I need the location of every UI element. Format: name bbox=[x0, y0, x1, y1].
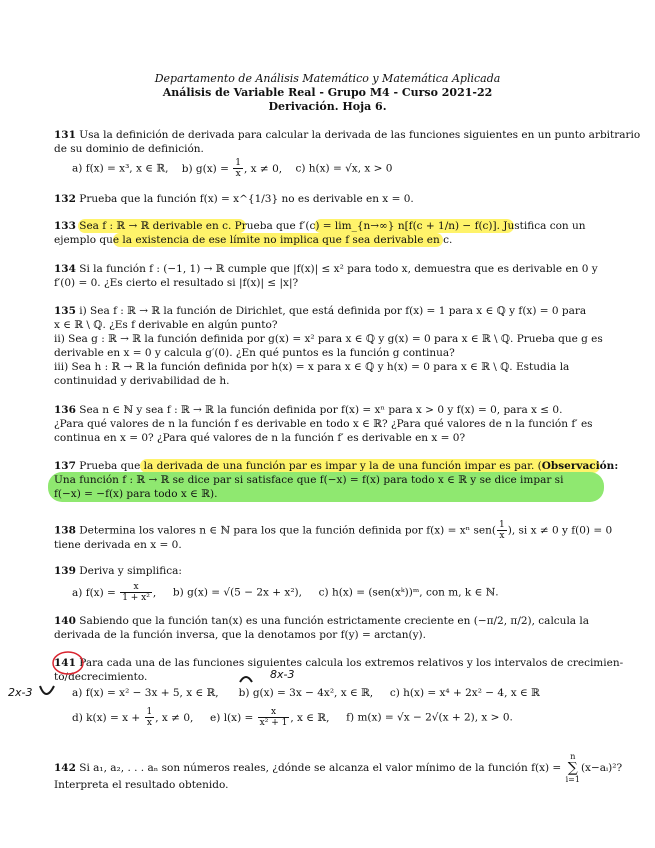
problem-number: 138 bbox=[54, 524, 76, 537]
fraction: $\frac{1}{x}$ bbox=[146, 707, 153, 728]
problem-131-options bbox=[72, 158, 392, 179]
problem-number: 134 bbox=[54, 263, 76, 275]
option-a: a) f(x) = $\frac{x}{\text{1 + x²}}$ , bbox=[72, 582, 157, 603]
problem-number: 139 bbox=[54, 565, 76, 577]
option-c: c) h(x) = x⁴ + 2x² − 4, x ∈ ℝ bbox=[389, 687, 540, 699]
problem-138-line-2: tiene derivada en x = 0. bbox=[54, 539, 182, 551]
fraction: $\frac{x}{\text{1 + x²}}$ bbox=[122, 582, 150, 603]
problem-137-line-1: 137 Prueba que la derivada de una función par es impar y la de una función impar es par. (Observación: bbox=[54, 460, 619, 472]
problem-142-line-2: Interpreta el resultado obtenido. bbox=[54, 779, 229, 791]
fraction: $\frac{x}{\text{x² + 1}}$ bbox=[259, 707, 288, 728]
option-e: e) l(x) = $\frac{x}{\text{x² + 1}}$ , x ∈ ℝ, bbox=[210, 707, 330, 728]
problem-141-options-row-2 bbox=[72, 707, 513, 728]
problem-number: 136 bbox=[54, 404, 76, 416]
problem-number: 131 bbox=[54, 129, 76, 141]
cap-sketch-icon bbox=[240, 677, 252, 682]
problem-141-line-2: to/decrecimiento. bbox=[54, 671, 148, 683]
fraction: $\frac{1}{x}$ bbox=[499, 520, 505, 541]
problem-number: 137 bbox=[54, 460, 76, 472]
problem-138-line-1: 138 Determina los valores n ∈ ℕ para los que la función definida por f(x) = xⁿ sen( $\frac{1}{x}$ ), si x ≠ 0 y f(0) = 0 bbox=[54, 520, 613, 541]
problem-135-line-4: derivable en x = 0 y calcula g′(0). ¿En qué puntos es la función g continua? bbox=[54, 347, 455, 359]
problem-139-line-1: 139 Deriva y simplifica: bbox=[54, 565, 182, 577]
problem-number: 135 bbox=[54, 305, 76, 317]
fraction: $\frac{1}{x}$ bbox=[235, 158, 241, 179]
problem-136-line-3: continua en x = 0? ¿Para qué valores de n la función f′ es derivable en x = 0? bbox=[54, 432, 466, 444]
problem-135-line-6: continuidad y derivabilidad de h. bbox=[54, 375, 230, 387]
handwritten-note-top: 8x-3 bbox=[270, 668, 295, 681]
problem-134-line-1: 134 Si la función f : (−1, 1) → ℝ cumple que |f(x)| ≤ x² para todo x, demuestra que es derivable en 0 y bbox=[54, 263, 598, 275]
option-c: c) h(x) = √x, x > 0 bbox=[295, 162, 393, 175]
option-c: c) h(x) = (sen(xᵏ))ᵐ, con m, k ∈ ℕ. bbox=[318, 586, 499, 599]
option-a: a) f(x) = x³, x ∈ ℝ, bbox=[72, 162, 169, 175]
problem-137-line-2: Una función f : ℝ → ℝ se dice par si satisface que f(−x) = f(x) para todo x ∈ ℝ y se dice impar si bbox=[54, 474, 564, 486]
problem-139-options bbox=[72, 582, 499, 603]
problem-number: 140 bbox=[54, 615, 76, 627]
problem-136-line-1: 136 Sea n ∈ ℕ y sea f : ℝ → ℝ la función definida por f(x) = xⁿ para x > 0 y f(x) = 0, para x ≤ 0. bbox=[54, 404, 563, 416]
option-b: b) g(x) = $\frac{1}{x}$ , x ≠ 0, bbox=[181, 158, 283, 179]
problem-number: 133 bbox=[54, 220, 76, 232]
handwritten-note-left: 2x-3 bbox=[8, 686, 33, 699]
problem-number: 142 bbox=[54, 762, 76, 774]
summation: n ∑ i=1 bbox=[565, 752, 580, 784]
course-title: Análisis de Variable Real - Grupo M4 - Curso 2021-22 bbox=[162, 86, 493, 99]
problem-132: 132 Prueba que la función f(x) = x^{1/3} no es derivable en x = 0. bbox=[54, 193, 414, 205]
option-b: b) g(x) = 3x − 4x², x ∈ ℝ, bbox=[238, 687, 374, 699]
problem-number: 141 bbox=[54, 657, 76, 669]
problem-134-line-2: f′(0) = 0. ¿Es cierto el resultado si |f(x)| ≤ |x|? bbox=[54, 277, 299, 289]
cup-sketch-icon bbox=[40, 686, 54, 694]
problem-135-line-2: x ∈ ℝ \ ℚ. ¿Es f derivable en algún punto? bbox=[54, 319, 278, 331]
problem-135-line-3: ii) Sea g : ℝ → ℝ la función definida por g(x) = x² para x ∈ ℚ y g(x) = 0 para x ∈ ℝ \ ℚ. Prueba que g es bbox=[54, 333, 603, 345]
option-d: d) k(x) = x + $\frac{1}{x}$ , x ≠ 0, bbox=[72, 707, 194, 728]
problem-137-line-3: f(−x) = −f(x) para todo x ∈ ℝ). bbox=[54, 488, 218, 500]
option-f: f) m(x) = √x − 2√(x + 2), x > 0. bbox=[346, 711, 513, 724]
option-a: a) f(x) = x² − 3x + 5, x ∈ ℝ, bbox=[72, 687, 219, 699]
department-title: Departamento de Análisis Matemático y Matemática Aplicada bbox=[154, 72, 501, 85]
problem-141-line-1: 141 Para cada una de las funciones siguientes calcula los extremos relativos y los intervalos de crecimien- bbox=[54, 657, 624, 669]
problem-133-line-2: ejemplo que la existencia de ese límite no implica que f sea derivable en c. bbox=[54, 234, 453, 246]
problem-141-options-row-1 bbox=[72, 686, 540, 700]
option-b: b) g(x) = √(5 − 2x + x²), bbox=[172, 586, 302, 599]
problem-131-line-1: 131 Usa la definición de derivada para calcular la derivada de las funciones siguientes en un punto arbitrario bbox=[54, 129, 641, 141]
problem-142-line-1: 142 Si a₁, a₂, . . . aₙ son números reales, ¿dónde se alcanza el valor mínimo de la función f(x) = n ∑ i=1(x−aᵢ)²? bbox=[54, 752, 623, 784]
problem-136-line-2: ¿Para qué valores de n la función f es derivable en todo x ∈ ℝ? ¿Para qué valores de n la función f′ es bbox=[54, 418, 593, 430]
problem-140-line-1: 140 Sabiendo que la función tan(x) es una función estrictamente creciente en (−π/2, π/2), calcula la bbox=[54, 615, 590, 627]
problem-133-line-1: 133 Sea f : ℝ → ℝ derivable en c. Prueba que f′(c) = lim_{n→∞} n[f(c + 1/n) − f(c)]. Justifica con un bbox=[54, 220, 586, 232]
problem-135-line-5: iii) Sea h : ℝ → ℝ la función definida por h(x) = x para x ∈ ℚ y h(x) = 0 para x ∈ ℝ \ ℚ. Estudia la bbox=[54, 361, 570, 373]
problem-135-line-1: 135 i) Sea f : ℝ → ℝ la función de Dirichlet, que está definida por f(x) = 1 para x ∈ ℚ y f(x) = 0 para bbox=[54, 305, 587, 317]
problem-140-line-2: derivada de la función inversa, que la denotamos por f(y) = arctan(y). bbox=[54, 629, 426, 641]
problem-number: 132 bbox=[54, 193, 76, 205]
problem-131-line-2: de su dominio de definición. bbox=[54, 143, 204, 155]
sheet-title: Derivación. Hoja 6. bbox=[268, 100, 387, 113]
